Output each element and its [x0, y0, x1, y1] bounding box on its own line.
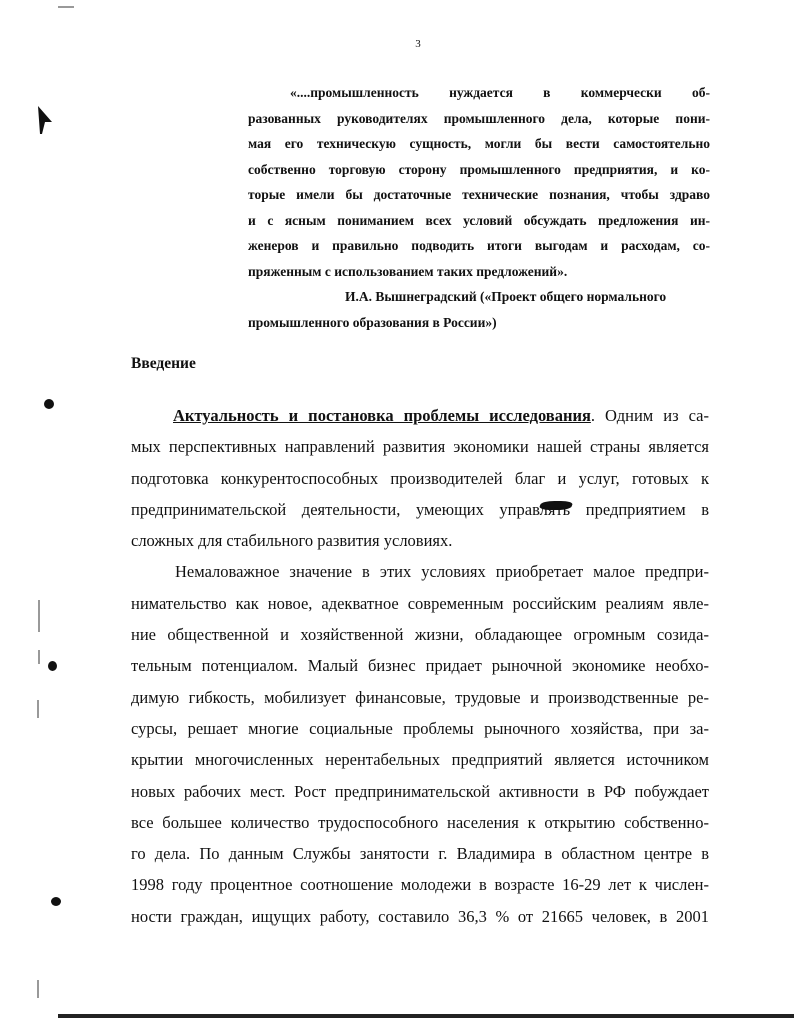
paragraph-line: димую гибкость, мобилизует финансовые, трудовые и производственные ре- — [131, 687, 709, 707]
punch-hole-1 — [44, 399, 54, 409]
scan-edge-left-3 — [37, 700, 39, 718]
paragraph-line: мых перспективных направлений развития экономики нашей страны является — [131, 437, 709, 457]
paragraph-line: го дела. По данным Службы занятости г. Владимира в областном центре в — [131, 844, 709, 864]
paragraph-line: сурсы, решает многие социальные проблемы рыночного хозяйства, при за- — [131, 718, 709, 738]
paragraph-line: крытии многочисленных нерентабельных предприятий является источником — [131, 750, 709, 770]
epigraph — [248, 80, 710, 335]
punch-hole-2 — [48, 661, 57, 671]
epigraph-attribution-cont: промышленного образования в России») — [248, 314, 497, 330]
section-heading: Введение — [131, 355, 196, 372]
paragraph-title-continuation: . Одним из са- — [590, 406, 709, 425]
epigraph-line: торые имели бы достаточные технические познания, чтобы здраво — [248, 187, 710, 202]
epigraph-line: и с ясным пониманием всех условий обсуждать предложения ин- — [248, 212, 710, 228]
body-text — [131, 400, 709, 932]
epigraph-line: собственно торговую сторону промышленного предприятия, и ко- — [248, 161, 710, 177]
epigraph-line: мая его техническую сущность, могли бы вести самостоятельно — [248, 136, 710, 151]
paragraph-first-line — [131, 400, 709, 431]
paragraph-line: ности граждан, ищущих работу, составило 36,3 % от 21665 человек, в 2001 — [131, 906, 709, 926]
scan-edge-left-4 — [37, 980, 39, 998]
scan-edge-bottom — [58, 1014, 794, 1018]
page-number: 3 — [415, 38, 421, 50]
paragraph-line: тельным потенциалом. Малый бизнес придает рыночной экономике необхо- — [131, 656, 709, 676]
scan-mark-arrow — [36, 104, 56, 136]
scan-edge-left-1 — [38, 600, 40, 632]
epigraph-line: женеров и правильно подводить итоги выгодам и расходам, со- — [248, 238, 710, 253]
paragraph-line: сложных для стабильного развития условиях. — [131, 531, 453, 551]
paragraph-line: ние общественной и хозяйственной жизни, обладающее огромным созида- — [131, 625, 709, 645]
paragraph-line: подготовка конкурентоспособных производителей благ и услуг, готовых к — [131, 468, 709, 488]
scan-mark-top — [58, 6, 74, 8]
punch-hole-3 — [51, 897, 61, 906]
epigraph-line: разованных руководителях промышленного дела, которые пони- — [248, 110, 710, 126]
paragraph-line: 1998 году процентное соотношение молодежи в возрасте 16-29 лет к числен- — [131, 875, 709, 895]
paragraph-line: новых рабочих мест. Рост предпринимательской активности в РФ побуждает — [131, 781, 709, 801]
paragraph-title: Актуальность и постановка проблемы исследования — [173, 406, 591, 425]
epigraph-line: пряженным с использованием таких предложений». — [248, 263, 568, 279]
paragraph-line: Немаловажное значение в этих условиях приобретает малое предпри- — [175, 562, 709, 582]
paragraph-line: нимательство как новое, адекватное современным российским реалиям явле- — [131, 593, 709, 613]
paragraph-line: предпринимательской деятельности, умеющих управлять предприятием в — [131, 499, 709, 519]
scan-edge-left-2 — [38, 650, 40, 664]
paragraph-line: все большее количество трудоспособного населения к открытию собственно- — [131, 812, 709, 832]
epigraph-attribution: И.А. Вышнеградский («Проект общего нормального — [345, 289, 667, 304]
epigraph-line: «....промышленность нуждается в коммерчески об- — [290, 85, 710, 100]
